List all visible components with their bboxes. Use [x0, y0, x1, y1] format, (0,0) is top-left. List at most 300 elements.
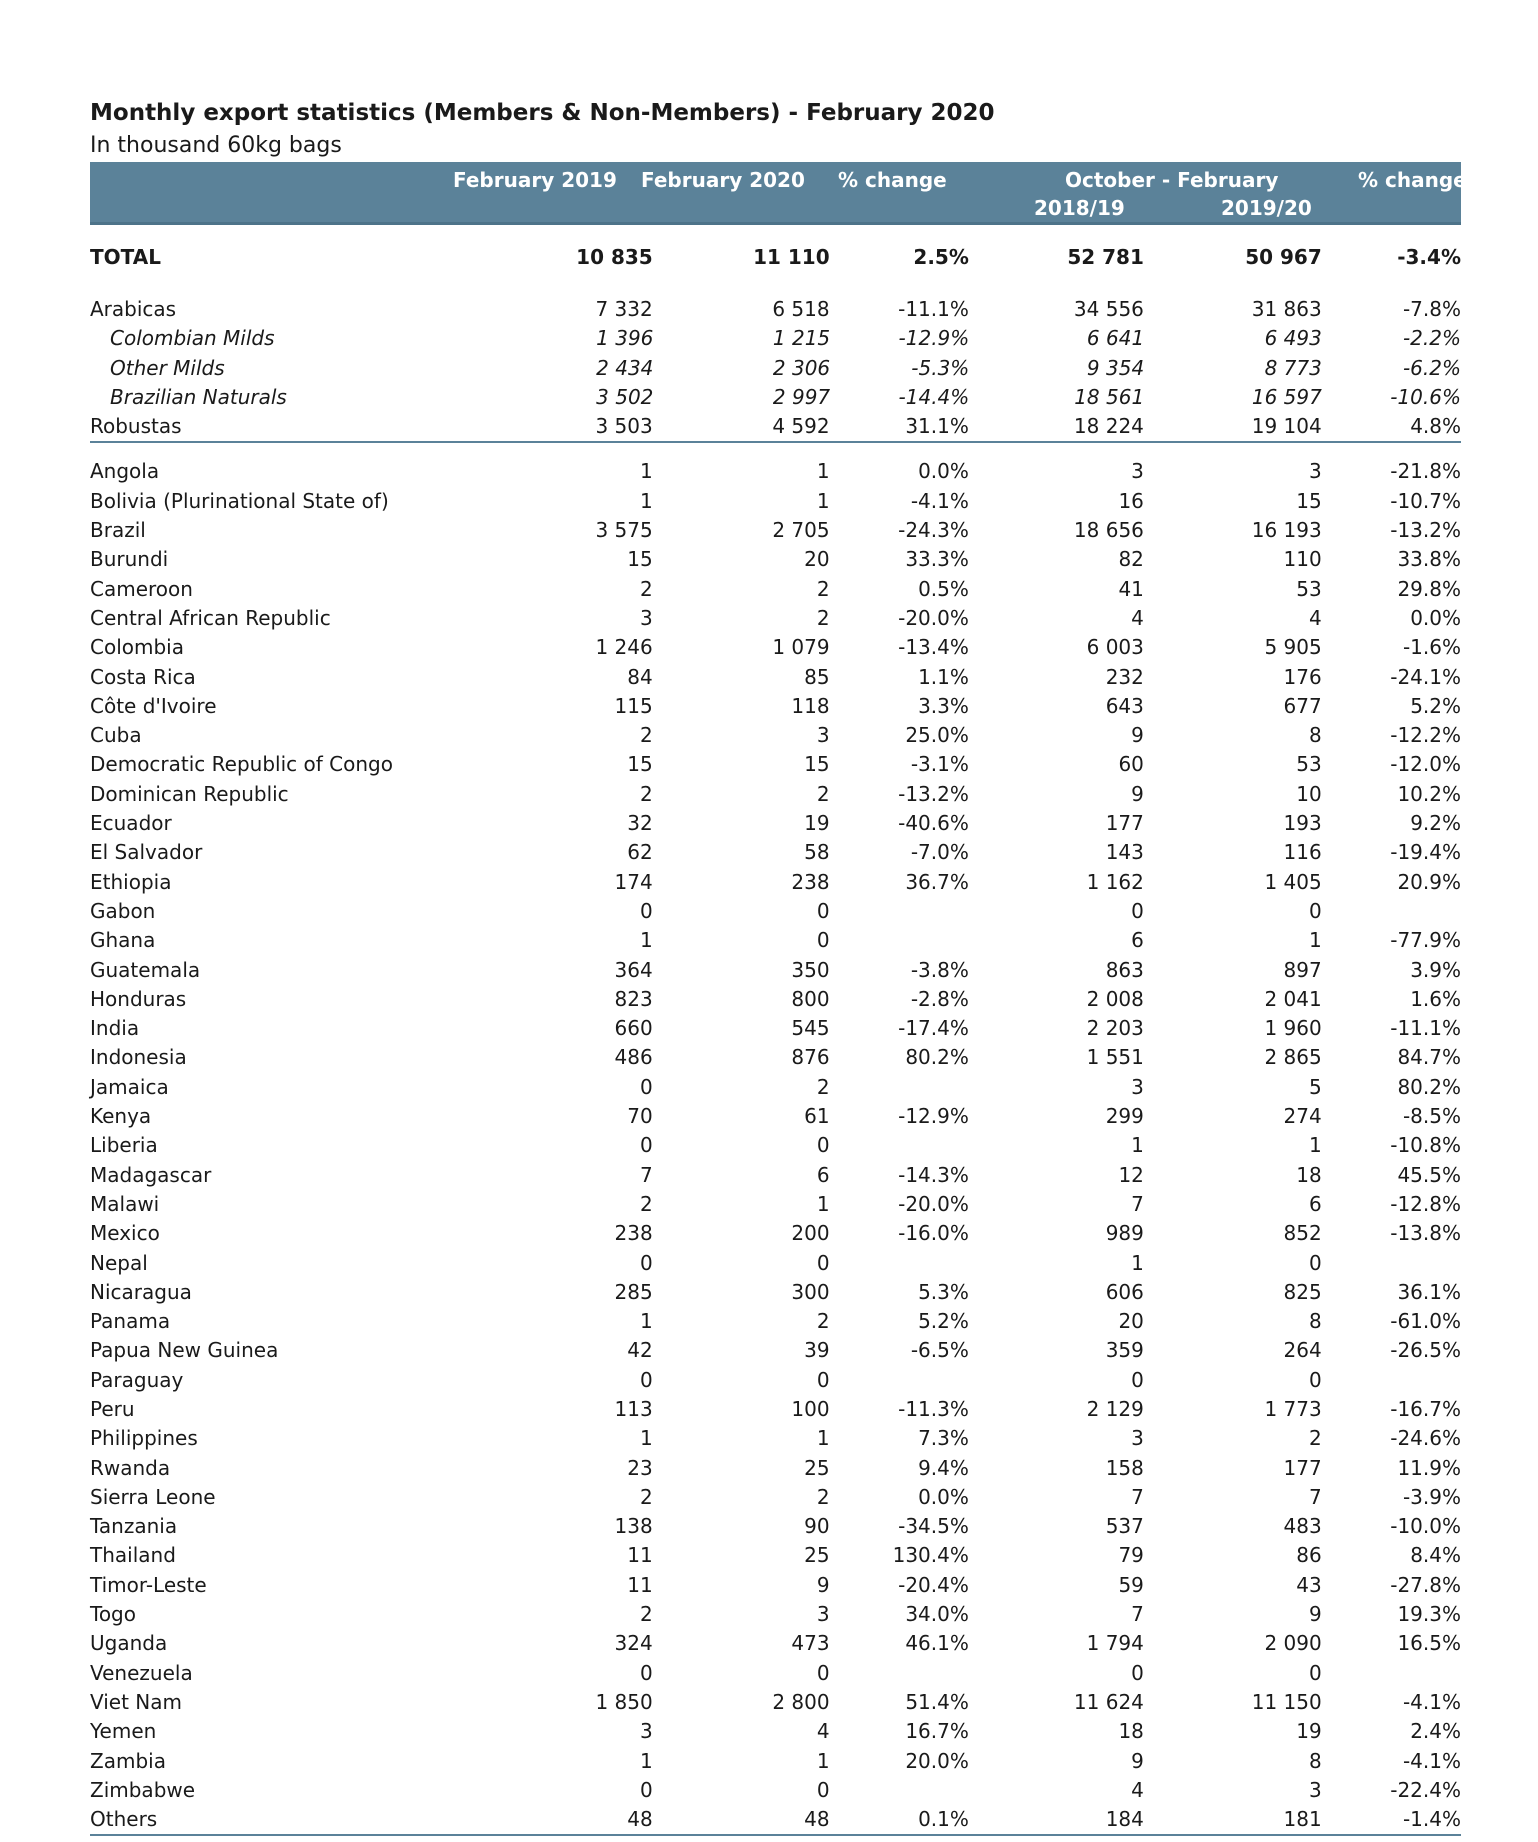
row-label: Uganda [90, 1631, 168, 1656]
table-row [90, 575, 1461, 604]
cell-pct-change: 130.4% [892, 1543, 969, 1568]
cell-2018-19: 79 [1118, 1543, 1144, 1568]
table-row [90, 1717, 1461, 1746]
header-pct-change-2: % change [1358, 168, 1467, 192]
cell-feb2019: 0 [639, 1660, 653, 1685]
cell-2018-19: 2 008 [1086, 986, 1144, 1011]
cell-2018-19: 7 [1131, 1602, 1144, 1627]
cell-pct-change-ytd: 11.9% [1397, 1455, 1461, 1480]
row-label: Bolivia (Plurinational State of) [90, 488, 389, 513]
page-subtitle: In thousand 60kg bags [90, 133, 342, 158]
cell-2018-19: 6 003 [1086, 635, 1144, 660]
table-row [90, 985, 1461, 1014]
cell-feb2020: 61 [804, 1104, 830, 1129]
cell-2019-20: 3 [1309, 1777, 1322, 1802]
row-label: Jamaica [90, 1074, 169, 1099]
cell-pct-change: -6.5% [910, 1338, 969, 1363]
cell-feb2019: 1 [639, 459, 653, 484]
cell-pct-change-ytd: -12.0% [1390, 752, 1461, 777]
cell-pct-change: 5.2% [918, 1309, 969, 1334]
cell-pct-change: 0.1% [918, 1807, 969, 1832]
cell-2019-20: 1 960 [1264, 1016, 1322, 1041]
cell-2018-19: 299 [1105, 1104, 1144, 1129]
cell-feb2019: 3 503 [595, 414, 653, 439]
cell-2019-20: 825 [1283, 1279, 1322, 1304]
row-label: Colombian Milds [110, 326, 275, 351]
cell-feb2019: 0 [639, 1250, 653, 1275]
cell-pct-change [830, 1776, 969, 1805]
page-title: Monthly export statistics (Members & Non-Members) - February 2020 [90, 100, 995, 126]
cell-feb2020: 58 [804, 840, 830, 865]
country-rows [90, 457, 1461, 1836]
cell-feb2019: 0 [639, 1777, 653, 1802]
cell-pct-change: 1.1% [918, 664, 969, 689]
cell-pct-change-ytd: 33.8% [1397, 547, 1461, 572]
row-label: Sierra Leone [90, 1484, 216, 1509]
cell-feb2020: 3 [816, 723, 830, 748]
cell-pct-change: -24.3% [898, 518, 969, 543]
row-label: Gabon [90, 898, 156, 923]
cell-2019-20: 11 150 [1251, 1689, 1322, 1714]
cell-feb2019: 238 [614, 1221, 653, 1246]
cell-feb2020: 25 [804, 1455, 830, 1480]
row-label: Indonesia [90, 1045, 187, 1070]
cell-2018-19: 18 [1118, 1719, 1144, 1744]
table-row [90, 1424, 1461, 1453]
cell-pct-change: -13.4% [898, 635, 969, 660]
cell-feb2020: 0 [816, 1777, 830, 1802]
cell-2019-20: 1 773 [1264, 1396, 1322, 1421]
cell-2018-19: 34 556 [1073, 297, 1144, 321]
cell-pct-change [830, 1366, 969, 1395]
cell-2018-19: 6 641 [1086, 326, 1145, 351]
cell-2019-20: 53 [1296, 752, 1322, 777]
header-2019-20: 2019/20 [1221, 196, 1312, 220]
cell-pct-change-ytd: 2.4% [1410, 1719, 1461, 1744]
cell-pct-change-ytd: -6.2% [1402, 355, 1461, 380]
cell-pct-change-ytd: -10.0% [1390, 1514, 1461, 1539]
cell-2018-19: 11 624 [1073, 1689, 1144, 1714]
cell-2018-19: 9 [1131, 723, 1144, 748]
cell-2019-20: 6 493 [1264, 326, 1322, 351]
cell-feb2019: 3 575 [595, 518, 653, 543]
cell-pct-change-ytd: -10.8% [1390, 1133, 1461, 1158]
cell-feb2020: 1 [816, 1426, 830, 1451]
cell-pct-change-ytd: -2.2% [1402, 326, 1461, 351]
cell-2018-19: 158 [1105, 1455, 1144, 1480]
table-row [90, 324, 1461, 353]
cell-2019-20: 86 [1296, 1543, 1322, 1568]
cell-pct-change-ytd: 36.1% [1397, 1279, 1461, 1304]
cell-pct-change: -11.1% [898, 297, 969, 321]
cell-2019-20: 9 [1309, 1602, 1322, 1627]
row-label: Timor-Leste [90, 1572, 207, 1597]
cell-pct-change: 36.7% [905, 869, 969, 894]
cell-pct-change-ytd: -26.5% [1390, 1338, 1461, 1363]
cell-feb2019: 3 502 [596, 384, 654, 409]
cell-feb2019: 1 850 [595, 1689, 653, 1714]
cell-feb2020: 1 [816, 1748, 830, 1773]
cell-feb2020: 1 [816, 459, 830, 484]
row-label: Other Milds [110, 355, 225, 380]
cell-feb2020: 2 [816, 1484, 830, 1509]
cell-feb2020: 2 800 [772, 1689, 830, 1714]
cell-feb2019: 3 [639, 1719, 653, 1744]
row-label: Venezuela [90, 1660, 193, 1685]
cell-feb2019: 48 [627, 1807, 653, 1832]
row-label: Burundi [90, 547, 169, 572]
cell-2019-20: 15 [1296, 488, 1322, 513]
cell-pct-change-ytd: -3.9% [1402, 1484, 1461, 1509]
cell-2018-19: 18 656 [1073, 518, 1144, 543]
cell-pct-change: 0.0% [918, 459, 969, 484]
cell-2019-20: 897 [1283, 957, 1322, 982]
cell-2019-20: 10 [1296, 781, 1322, 806]
cell-pct-change-ytd: -16.7% [1390, 1396, 1461, 1421]
cell-2018-19: 989 [1105, 1221, 1144, 1246]
cell-2019-20: 8 [1309, 1309, 1322, 1334]
cell-pct-change-ytd [1322, 897, 1461, 926]
row-label: India [90, 1016, 140, 1041]
cell-feb2020: 25 [804, 1543, 830, 1568]
cell-pct-change-ytd: -8.5% [1402, 1104, 1461, 1129]
cell-2018-19: 1 [1131, 1250, 1144, 1275]
cell-2018-19: 4 [1131, 1777, 1144, 1802]
table-row [90, 1366, 1461, 1395]
row-label: TOTAL [90, 245, 161, 269]
header-feb2020: February 2020 [641, 168, 805, 192]
cell-pct-change-ytd: -77.9% [1390, 928, 1461, 953]
table-row [90, 545, 1461, 574]
row-label: El Salvador [90, 840, 203, 865]
cell-pct-change: -3.1% [910, 752, 969, 777]
table-row [90, 1043, 1461, 1072]
cell-pct-change: 7.3% [918, 1426, 969, 1451]
cell-feb2020: 15 [804, 752, 830, 777]
cell-feb2020: 238 [791, 869, 830, 894]
cell-pct-change: 9.4% [918, 1455, 969, 1480]
row-label: Cameroon [90, 576, 193, 601]
header-oct-feb: October - February [1065, 168, 1279, 192]
table-row [90, 1395, 1461, 1424]
row-label: Angola [90, 459, 160, 484]
cell-feb2019: 1 [639, 1426, 653, 1451]
cell-feb2020: 39 [804, 1338, 830, 1363]
cell-2018-19: 0 [1131, 898, 1144, 923]
table-row [90, 1776, 1461, 1805]
table-row [90, 295, 1461, 324]
cell-feb2019: 0 [639, 1367, 653, 1392]
table-row [90, 1307, 1461, 1336]
cell-2019-20: 176 [1283, 664, 1322, 689]
cell-pct-change: -4.1% [910, 488, 969, 513]
cell-2018-19: 2 203 [1086, 1016, 1144, 1041]
cell-2018-19: 643 [1105, 693, 1144, 718]
cell-pct-change-ytd: -61.0% [1390, 1309, 1461, 1334]
table-row [90, 663, 1461, 692]
cell-feb2020: 300 [791, 1279, 830, 1304]
cell-feb2019: 42 [627, 1338, 653, 1363]
table-row [90, 1571, 1461, 1600]
cell-pct-change: -11.3% [898, 1396, 969, 1421]
row-label: Zambia [90, 1748, 166, 1773]
cell-feb2020: 0 [816, 1133, 830, 1158]
cell-pct-change-ytd: -22.4% [1390, 1777, 1461, 1802]
cell-feb2019: 2 [639, 723, 653, 748]
table-row [90, 457, 1461, 486]
cell-2018-19: 606 [1105, 1279, 1144, 1304]
cell-pct-change: -20.4% [898, 1572, 969, 1597]
row-label: Honduras [90, 986, 187, 1011]
cell-pct-change: 33.3% [905, 547, 969, 572]
cell-feb2020: 2 [816, 576, 830, 601]
cell-pct-change: 5.3% [918, 1279, 969, 1304]
header-feb2019: February 2019 [453, 168, 617, 192]
cell-feb2019: 1 [639, 488, 653, 513]
table-row [90, 1600, 1461, 1629]
cell-pct-change-ytd: -10.6% [1390, 384, 1461, 409]
cell-feb2020: 19 [804, 811, 830, 836]
cell-feb2019: 2 [639, 576, 653, 601]
cell-feb2020: 11 110 [753, 245, 830, 269]
cell-feb2019: 15 [627, 547, 653, 572]
cell-2019-20: 0 [1309, 1367, 1322, 1392]
cell-pct-change-ytd: -11.1% [1390, 1016, 1461, 1041]
cell-2019-20: 2 865 [1264, 1045, 1322, 1070]
table-row [90, 633, 1461, 662]
cell-pct-change-ytd: 80.2% [1397, 1074, 1461, 1099]
cell-2019-20: 264 [1283, 1338, 1322, 1363]
table-row [90, 1161, 1461, 1190]
cell-pct-change-ytd: -7.8% [1402, 297, 1461, 321]
cell-2018-19: 1 794 [1086, 1631, 1144, 1656]
cell-2019-20: 6 [1309, 1191, 1322, 1216]
cell-2019-20: 177 [1283, 1455, 1322, 1480]
cell-pct-change-ytd: 10.2% [1397, 781, 1461, 806]
cell-feb2020: 0 [816, 898, 830, 923]
cell-2018-19: 59 [1118, 1572, 1144, 1597]
cell-pct-change-ytd: -24.6% [1390, 1426, 1461, 1451]
row-label: Papua New Guinea [90, 1338, 279, 1363]
row-label: Others [90, 1807, 158, 1832]
row-label: Rwanda [90, 1455, 171, 1480]
table-row [90, 1688, 1461, 1717]
cell-feb2020: 2 [816, 781, 830, 806]
table-row [90, 1483, 1461, 1512]
cell-pct-change-ytd: -13.8% [1390, 1221, 1461, 1246]
cell-feb2020: 3 [816, 1602, 830, 1627]
cell-pct-change-ytd: -13.2% [1390, 518, 1461, 543]
cell-feb2020: 350 [791, 957, 830, 982]
cell-2019-20: 1 [1309, 928, 1322, 953]
cell-pct-change: 0.5% [918, 576, 969, 601]
cell-feb2020: 100 [791, 1396, 830, 1421]
cell-feb2019: 0 [639, 1133, 653, 1158]
table-row [90, 780, 1461, 809]
cell-2019-20: 8 [1309, 723, 1322, 748]
row-label: Côte d'Ivoire [90, 693, 217, 718]
cell-2018-19: 1 [1131, 1133, 1144, 1158]
cell-feb2019: 1 246 [595, 635, 653, 660]
cell-feb2020: 118 [791, 693, 830, 718]
cell-2018-19: 7 [1131, 1191, 1144, 1216]
table-row [90, 604, 1461, 633]
table-row [90, 1278, 1461, 1307]
row-label: Yemen [90, 1719, 157, 1744]
cell-2018-19: 7 [1131, 1484, 1144, 1509]
cell-2019-20: 0 [1309, 898, 1322, 923]
cell-pct-change-ytd: 45.5% [1397, 1162, 1461, 1187]
table-row [90, 1336, 1461, 1365]
cell-pct-change-ytd: 3.9% [1410, 957, 1461, 982]
row-label: Ethiopia [90, 869, 172, 894]
cell-pct-change: -20.0% [898, 605, 969, 630]
cell-2018-19: 3 [1131, 1074, 1144, 1099]
cell-feb2020: 876 [791, 1045, 830, 1070]
cell-2018-19: 3 [1131, 1426, 1144, 1451]
row-label: Panama [90, 1309, 171, 1334]
cell-feb2020: 9 [816, 1572, 830, 1597]
row-label: Costa Rica [90, 664, 196, 689]
cell-feb2019: 10 835 [576, 245, 653, 269]
row-label: Ghana [90, 928, 156, 953]
cell-pct-change: -13.2% [898, 781, 969, 806]
cell-pct-change: -17.4% [898, 1016, 969, 1041]
cell-2019-20: 8 [1309, 1748, 1322, 1773]
table-row [90, 721, 1461, 750]
table-row [90, 1512, 1461, 1541]
row-label: Malawi [90, 1191, 160, 1216]
cell-feb2020: 4 592 [772, 414, 830, 439]
cell-2019-20: 5 [1309, 1074, 1322, 1099]
row-label: Viet Nam [90, 1689, 183, 1714]
cell-pct-change: -14.3% [898, 1162, 969, 1187]
cell-pct-change-ytd: 0.0% [1410, 605, 1461, 630]
cell-feb2019: 115 [614, 693, 653, 718]
cell-feb2019: 70 [627, 1104, 653, 1129]
table-row [90, 868, 1461, 897]
cell-pct-change-ytd: -4.1% [1402, 1689, 1461, 1714]
cell-feb2019: 1 [639, 928, 653, 953]
cell-pct-change: 51.4% [905, 1689, 969, 1714]
cell-feb2020: 2 [816, 1074, 830, 1099]
table-row [90, 1629, 1461, 1658]
cell-pct-change-ytd: -1.4% [1402, 1807, 1461, 1832]
cell-2019-20: 53 [1296, 576, 1322, 601]
cell-pct-change-ytd: -27.8% [1390, 1572, 1461, 1597]
cell-2019-20: 852 [1283, 1221, 1322, 1246]
cell-2018-19: 1 162 [1086, 869, 1144, 894]
table-row [90, 1014, 1461, 1043]
cell-2018-19: 4 [1131, 605, 1144, 630]
table-row [90, 926, 1461, 955]
row-label: Democratic Republic of Congo [90, 752, 393, 777]
cell-feb2019: 2 [639, 781, 653, 806]
row-label: Dominican Republic [90, 781, 289, 806]
cell-feb2019: 113 [614, 1396, 653, 1421]
row-label: Cuba [90, 723, 142, 748]
cell-2019-20: 16 193 [1251, 518, 1322, 543]
cell-pct-change: -7.0% [910, 840, 969, 865]
table-row [90, 1747, 1461, 1776]
row-label: Nicaragua [90, 1279, 192, 1304]
coffee-type-rows [90, 295, 1461, 443]
cell-feb2019: 1 [639, 1309, 653, 1334]
cell-pct-change-ytd: 1.6% [1410, 986, 1461, 1011]
row-label: Nepal [90, 1250, 148, 1275]
table-row [90, 838, 1461, 867]
table-row [90, 1249, 1461, 1278]
cell-pct-change: 2.5% [913, 245, 969, 269]
cell-feb2020: 0 [816, 1367, 830, 1392]
cell-pct-change-ytd: 19.3% [1397, 1602, 1461, 1627]
row-label: Kenya [90, 1104, 152, 1129]
table-row [90, 516, 1461, 545]
cell-pct-change-ytd: 8.4% [1410, 1543, 1461, 1568]
table-row [90, 354, 1461, 383]
row-label: Brazil [90, 518, 146, 543]
table-row [90, 1102, 1461, 1131]
cell-pct-change: -14.4% [898, 384, 970, 409]
cell-2018-19: 18 561 [1074, 384, 1145, 409]
cell-2018-19: 0 [1131, 1660, 1144, 1685]
row-label: Zimbabwe [90, 1777, 196, 1802]
table-row [90, 897, 1461, 926]
table-row [90, 809, 1461, 838]
cell-pct-change-ytd: -21.8% [1390, 459, 1461, 484]
table-row [90, 1219, 1461, 1248]
cell-2019-20: 16 597 [1251, 384, 1322, 409]
total-row [90, 237, 1461, 277]
cell-2019-20: 8 773 [1264, 355, 1322, 380]
cell-pct-change: 34.0% [905, 1602, 969, 1627]
cell-2018-19: 6 [1131, 928, 1144, 953]
cell-pct-change [830, 897, 969, 926]
cell-feb2019: 1 396 [596, 326, 654, 351]
cell-pct-change: 20.0% [905, 1748, 969, 1773]
cell-2019-20: 677 [1283, 693, 1322, 718]
cell-feb2019: 2 [639, 1602, 653, 1627]
cell-feb2019: 2 [639, 1484, 653, 1509]
cell-feb2019: 2 [639, 1191, 653, 1216]
cell-2019-20: 274 [1283, 1104, 1322, 1129]
cell-feb2019: 62 [627, 840, 653, 865]
cell-feb2019: 32 [627, 811, 653, 836]
table-row [90, 412, 1461, 441]
cell-feb2020: 2 705 [772, 518, 830, 543]
cell-feb2020: 2 306 [772, 355, 831, 380]
cell-feb2020: 90 [804, 1514, 830, 1539]
row-label: Guatemala [90, 957, 201, 982]
cell-2019-20: 181 [1283, 1807, 1322, 1832]
cell-2019-20: 2 090 [1264, 1631, 1322, 1656]
cell-2018-19: 184 [1105, 1807, 1144, 1832]
table-row [90, 1454, 1461, 1483]
row-label: Thailand [90, 1543, 176, 1568]
table-row [90, 1073, 1461, 1102]
cell-pct-change-ytd: -19.4% [1390, 840, 1461, 865]
cell-feb2020: 200 [791, 1221, 830, 1246]
cell-feb2020: 473 [791, 1631, 830, 1656]
cell-pct-change [830, 926, 969, 955]
cell-feb2019: 364 [614, 957, 653, 982]
cell-pct-change-ytd: -3.4% [1397, 245, 1461, 269]
cell-pct-change-ytd [1322, 1249, 1461, 1278]
table-row [90, 1541, 1461, 1570]
table-header [90, 162, 1467, 225]
table-row [90, 1805, 1461, 1834]
cell-feb2020: 0 [816, 928, 830, 953]
